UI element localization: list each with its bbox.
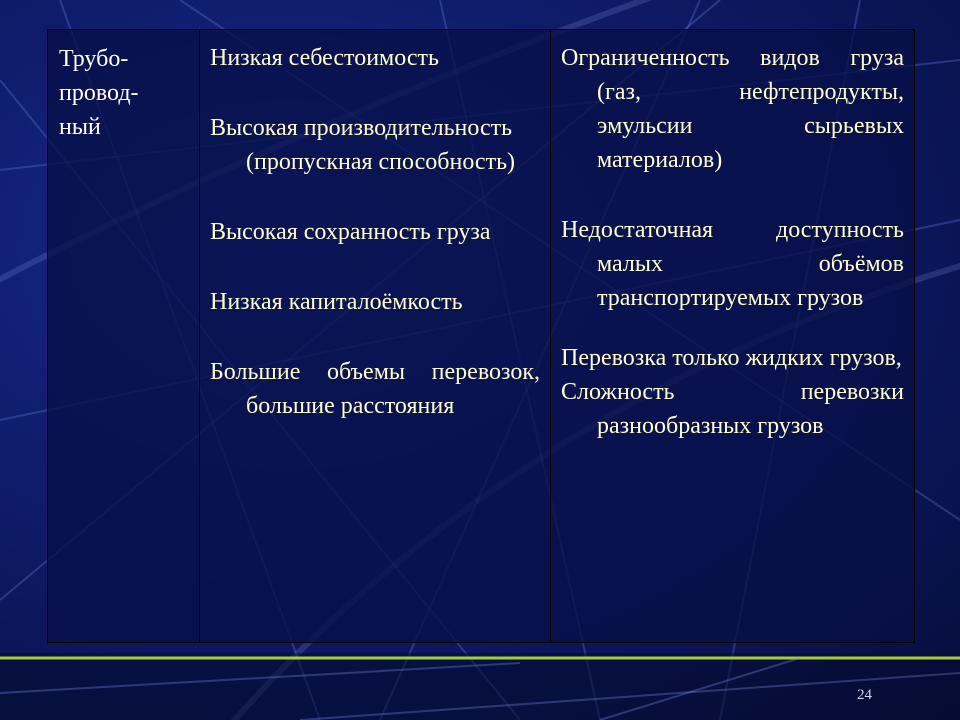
advantage-item: Высокая сохранность груза [210,219,491,245]
category-label: Трубо- провод- ный [59,46,139,140]
advantage-item: Высокая производительность (пропускная способность) [210,115,516,175]
slide-number: 24 [857,687,872,703]
disadvantage-item: Перевозка только жидких грузов, [561,345,902,371]
disadvantage-item: Ограниченность видов груза (газ, нефтепродукты, эмульсии сырьевых материалов) [561,45,904,173]
table-row [48,30,915,643]
disadvantages-list [551,30,914,443]
disadvantages-cell [551,30,915,643]
advantage-item: Большие объемы перевозок, большие расстояния [210,359,540,419]
disadvantage-item: Недостаточная доступность малых объёмов транспортируемых грузов [561,217,904,311]
advantages-list [200,30,550,423]
disadvantage-item: Сложность перевозки разнообразных грузов [561,379,904,439]
advantage-item: Низкая капиталоёмкость [210,289,463,315]
category-cell [48,30,200,643]
footer-decoration [0,653,960,720]
advantage-item: Низкая себестоимость [210,45,439,71]
comparison-table [47,29,915,643]
advantages-cell [200,30,551,643]
